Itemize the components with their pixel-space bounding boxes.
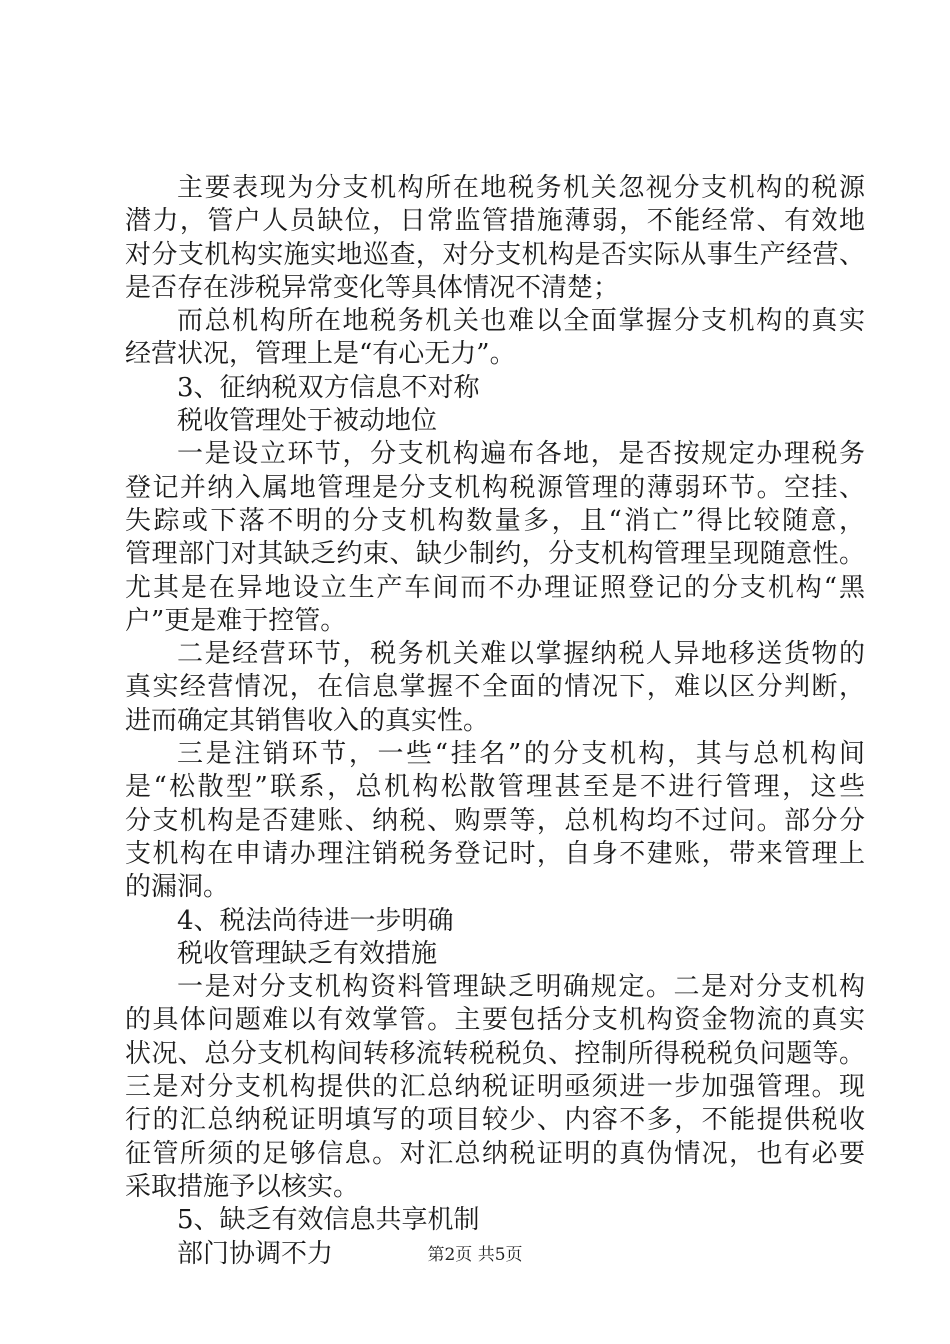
page-footer: 第2页 共5页	[427, 1245, 523, 1265]
text-line: 尤其是在异地设立生产车间而不办理证照登记的分支机构“黑	[125, 572, 865, 603]
text-line: 部门协调不力	[177, 1238, 334, 1269]
text-line: 的具体问题难以有效掌管。主要包括分支机构资金物流的真实	[125, 1005, 865, 1036]
text-line: 管理部门对其缺乏约束、缺少制约，分支机构管理呈现随意性。	[125, 539, 865, 570]
text-line: 采取措施予以核实。	[125, 1171, 360, 1202]
text-line: 户”更是难于控管。	[125, 605, 347, 636]
text-line: 一是对分支机构资料管理缺乏明确规定。二是对分支机构	[177, 972, 865, 1003]
text-line: 真实经营情况，在信息掌握不全面的情况下，难以区分判断，	[125, 672, 865, 703]
text-line: 失踪或下落不明的分支机构数量多，且“消亡”得比较随意，	[125, 505, 865, 536]
text-line: 一是设立环节，分支机构遍布各地，是否按规定办理税务	[177, 439, 865, 470]
text-line: 对分支机构实施实地巡查，对分支机构是否实际从事生产经营、	[125, 239, 865, 270]
text-line: 3、征纳税双方信息不对称	[177, 372, 480, 403]
text-line: 是否存在涉税异常变化等具体情况不清楚；	[125, 272, 620, 303]
text-line: 征管所须的足够信息。对汇总纳税证明的真伪情况，也有必要	[125, 1138, 865, 1169]
text-line: 三是对分支机构提供的汇总纳税证明亟须进一步加强管理。现	[125, 1072, 865, 1103]
text-line: 登记并纳入属地管理是分支机构税源管理的薄弱环节。空挂、	[125, 472, 865, 503]
text-line: 潜力，管户人员缺位，日常监管措施薄弱，不能经常、有效地	[125, 206, 865, 237]
text-line: 是“松散型”联系，总机构松散管理甚至是不进行管理，这些	[125, 772, 865, 803]
text-line: 状况、总分支机构间转移流转税税负、控制所得税税负问题等。	[125, 1038, 865, 1069]
text-line: 二是经营环节，税务机关难以掌握纳税人异地移送货物的	[177, 639, 865, 670]
text-line: 而总机构所在地税务机关也难以全面掌握分支机构的真实	[177, 306, 865, 337]
text-line: 分支机构是否建账、纳税、购票等，总机构均不过问。部分分	[125, 805, 865, 836]
text-line: 税收管理缺乏有效措施	[177, 938, 438, 969]
text-line: 进而确定其销售收入的真实性。	[125, 705, 490, 736]
text-line: 三是注销环节，一些“挂名”的分支机构，其与总机构间	[177, 739, 865, 770]
text-line: 4、税法尚待进一步明确	[177, 905, 454, 936]
text-line: 经营状况，管理上是“有心无力”。	[125, 339, 516, 370]
text-line: 行的汇总纳税证明填写的项目较少、内容不多，不能提供税收	[125, 1105, 865, 1136]
text-line: 5、缺乏有效信息共享机制	[177, 1205, 480, 1236]
text-line: 的漏洞。	[125, 872, 230, 903]
text-line: 税收管理处于被动地位	[177, 406, 438, 437]
text-line: 主要表现为分支机构所在地税务机关忽视分支机构的税源	[177, 173, 865, 203]
document-body	[125, 172, 865, 1271]
text-line: 支机构在申请办理注销税务登记时，自身不建账，带来管理上	[125, 838, 865, 869]
